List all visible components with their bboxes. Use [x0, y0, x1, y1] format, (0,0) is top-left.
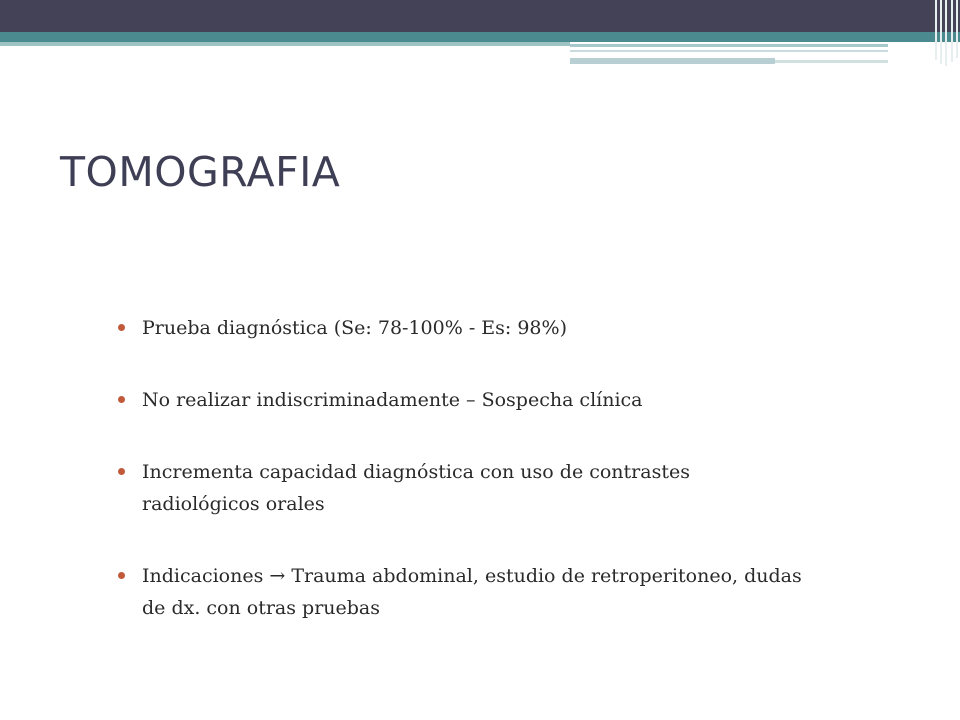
- corner-stripe: [935, 0, 937, 60]
- bullet-item: [118, 560, 808, 624]
- bullet-item: [118, 456, 808, 520]
- bullet-list: [118, 312, 808, 624]
- slide-title: TOMOGRAFIA: [60, 148, 341, 196]
- header-teal-band: [0, 32, 960, 42]
- header-accent-line: [775, 60, 888, 63]
- header-accent-line: [570, 44, 888, 47]
- bullet-dot-icon: [118, 572, 125, 579]
- corner-stripe: [940, 0, 942, 64]
- corner-stripe: [951, 0, 953, 62]
- bullet-text: Incrementa capacidad diagnóstica con uso de contrastes radiológicos orales: [142, 461, 690, 515]
- bullet-dot-icon: [118, 396, 125, 403]
- corner-stripe: [956, 0, 958, 58]
- header-teal-light-band: [0, 42, 570, 46]
- bullet-text: Indicaciones → Trauma abdominal, estudio de retroperitoneo, dudas de dx. con otras pruebas: [142, 565, 802, 619]
- header-accent-line: [570, 50, 888, 52]
- bullet-dot-icon: [118, 468, 125, 475]
- bullet-text: Prueba diagnóstica (Se: 78-100% - Es: 98%): [142, 317, 567, 339]
- corner-decoration: [932, 0, 960, 66]
- bullet-dot-icon: [118, 324, 125, 331]
- bullet-item: [118, 312, 808, 344]
- bullet-text: No realizar indiscriminadamente – Sospecha clínica: [142, 389, 643, 411]
- bullet-item: [118, 384, 808, 416]
- header-accent-line: [570, 58, 775, 64]
- header-dark-bar: [0, 0, 960, 32]
- corner-stripe: [945, 0, 947, 66]
